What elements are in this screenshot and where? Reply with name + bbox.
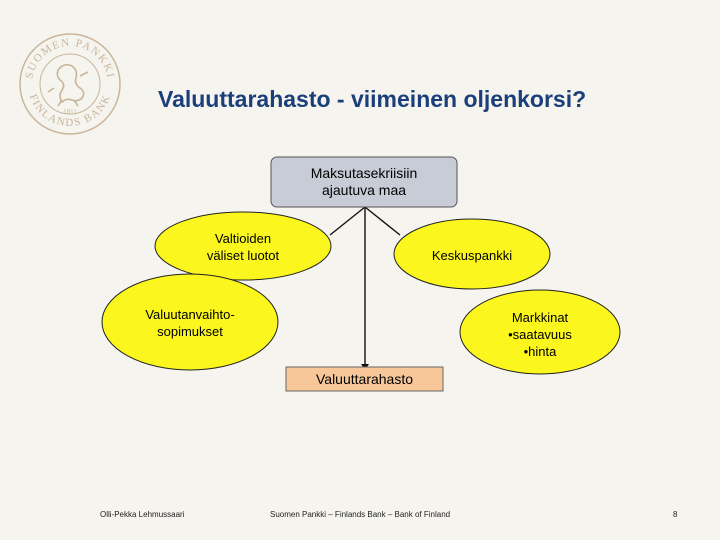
valuutanvaihto-line2: sopimukset: [157, 324, 223, 339]
seal-year: 1811: [63, 108, 77, 116]
markkinat-line2: •saatavuus: [508, 327, 572, 342]
seal-ring-top-text: SUOMEN PANKKI: [23, 36, 117, 80]
valtioiden-line2: väliset luotot: [206, 248, 280, 263]
ellipse-label-markkinat: [470, 309, 610, 360]
top-box-line1: Maksutasekriisiin: [310, 165, 418, 181]
page-title: Valuuttarahasto - viimeinen oljenkorsi?: [158, 86, 587, 112]
footer-author: Olli-Pekka Lehmussaari: [100, 510, 185, 519]
valuutanvaihto-line1: Valuutanvaihto-: [145, 307, 235, 322]
seal-ring-bottom-text: FINLANDS BANK: [26, 92, 114, 130]
valtioiden-line1: Valtioiden: [214, 231, 272, 246]
markkinat-line3: •hinta: [523, 344, 557, 359]
ellipse-label-valuutanvaihto: [110, 306, 270, 340]
ellipse-label-keskuspankki: [400, 247, 544, 264]
bottom-box-label: Valuuttarahasto: [315, 371, 414, 387]
top-box-label: [271, 165, 457, 199]
markkinat-line1: Markkinat: [511, 310, 569, 325]
footer-center: Suomen Pankki – Finlands Bank – Bank of Finland: [270, 510, 451, 519]
connector-lines: [330, 207, 400, 366]
keskuspankki-line1: Keskuspankki: [431, 248, 513, 263]
connector-keskuspankki: [365, 207, 400, 235]
connector-valtioiden: [330, 207, 365, 235]
footer-page-number: 8: [673, 510, 678, 519]
ellipse-label-valtioiden: [163, 230, 323, 264]
top-box-line2: ajautuva maa: [321, 182, 407, 198]
